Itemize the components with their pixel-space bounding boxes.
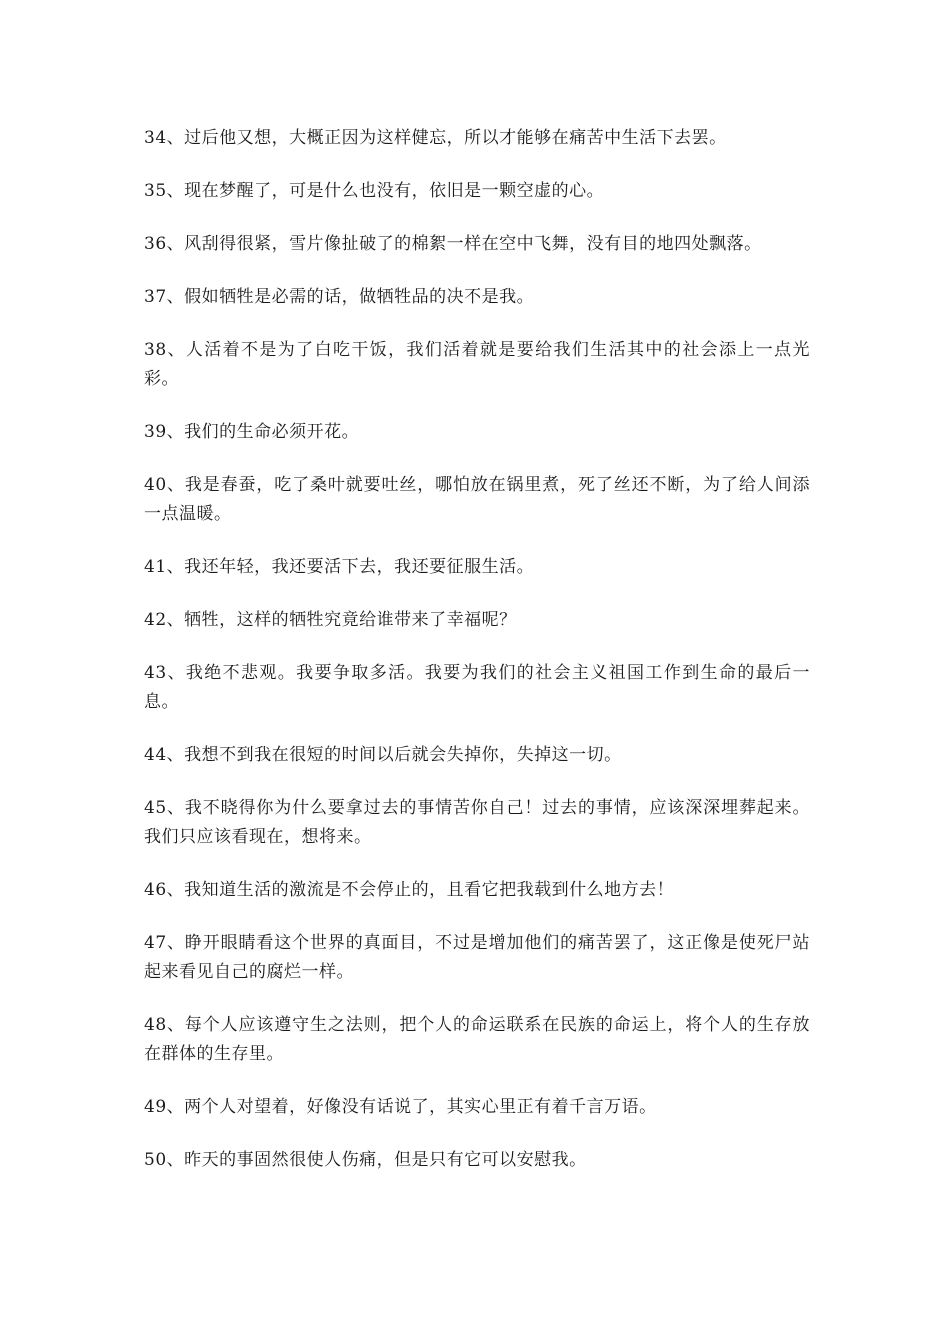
quote-item-41: 41、我还年轻，我还要活下去，我还要征服生活。 xyxy=(144,557,535,577)
quote-list xyxy=(144,124,810,1199)
quote-item-42: 42、牺牲，这样的牺牲究竟给谁带来了幸福呢？ xyxy=(144,610,517,630)
quote-item-50: 50、昨天的事固然很使人伤痛，但是只有它可以安慰我。 xyxy=(144,1150,587,1170)
quote-item-39: 39、我们的生命必须开花。 xyxy=(144,422,360,442)
quote-item-48: 48、每个人应该遵守生之法则，把个人的命运联系在民族的命运上，将个人的生存放在群体的生存里。 xyxy=(144,1015,810,1064)
quote-item-44: 44、我想不到我在很短的时间以后就会失掉你，失掉这一切。 xyxy=(144,745,622,765)
quote-item-46: 46、我知道生活的激流是不会停止的，且看它把我载到什么地方去！ xyxy=(144,880,675,900)
quote-item-34: 34、过后他又想，大概正因为这样健忘，所以才能够在痛苦中生活下去罢。 xyxy=(144,128,727,148)
quote-item-47: 47、睁开眼睛看这个世界的真面目，不过是增加他们的痛苦罢了，这正像是使死尸站起来看见自己的腐烂一样。 xyxy=(144,933,810,982)
quote-item-38: 38、人活着不是为了白吃干饭，我们活着就是要给我们生活其中的社会添上一点光彩。 xyxy=(144,340,810,389)
quote-item-37: 37、假如牺牲是必需的话，做牺牲品的决不是我。 xyxy=(144,287,535,307)
quote-item-49: 49、两个人对望着，好像没有话说了，其实心里正有着千言万语。 xyxy=(144,1097,657,1117)
quote-item-36: 36、风刮得很紧，雪片像扯破了的棉絮一样在空中飞舞，没有目的地四处飘落。 xyxy=(144,234,762,254)
quote-item-35: 35、现在梦醒了，可是什么也没有，依旧是一颗空虚的心。 xyxy=(144,181,605,201)
quote-item-40: 40、我是春蚕，吃了桑叶就要吐丝，哪怕放在锅里煮，死了丝还不断，为了给人间添一点温暖。 xyxy=(144,475,810,524)
quote-item-45: 45、我不晓得你为什么要拿过去的事情苦你自己！过去的事情，应该深深埋葬起来。我们只应该看现在，想将来。 xyxy=(144,798,810,847)
quote-item-43: 43、我绝不悲观。我要争取多活。我要为我们的社会主义祖国工作到生命的最后一息。 xyxy=(144,663,810,712)
